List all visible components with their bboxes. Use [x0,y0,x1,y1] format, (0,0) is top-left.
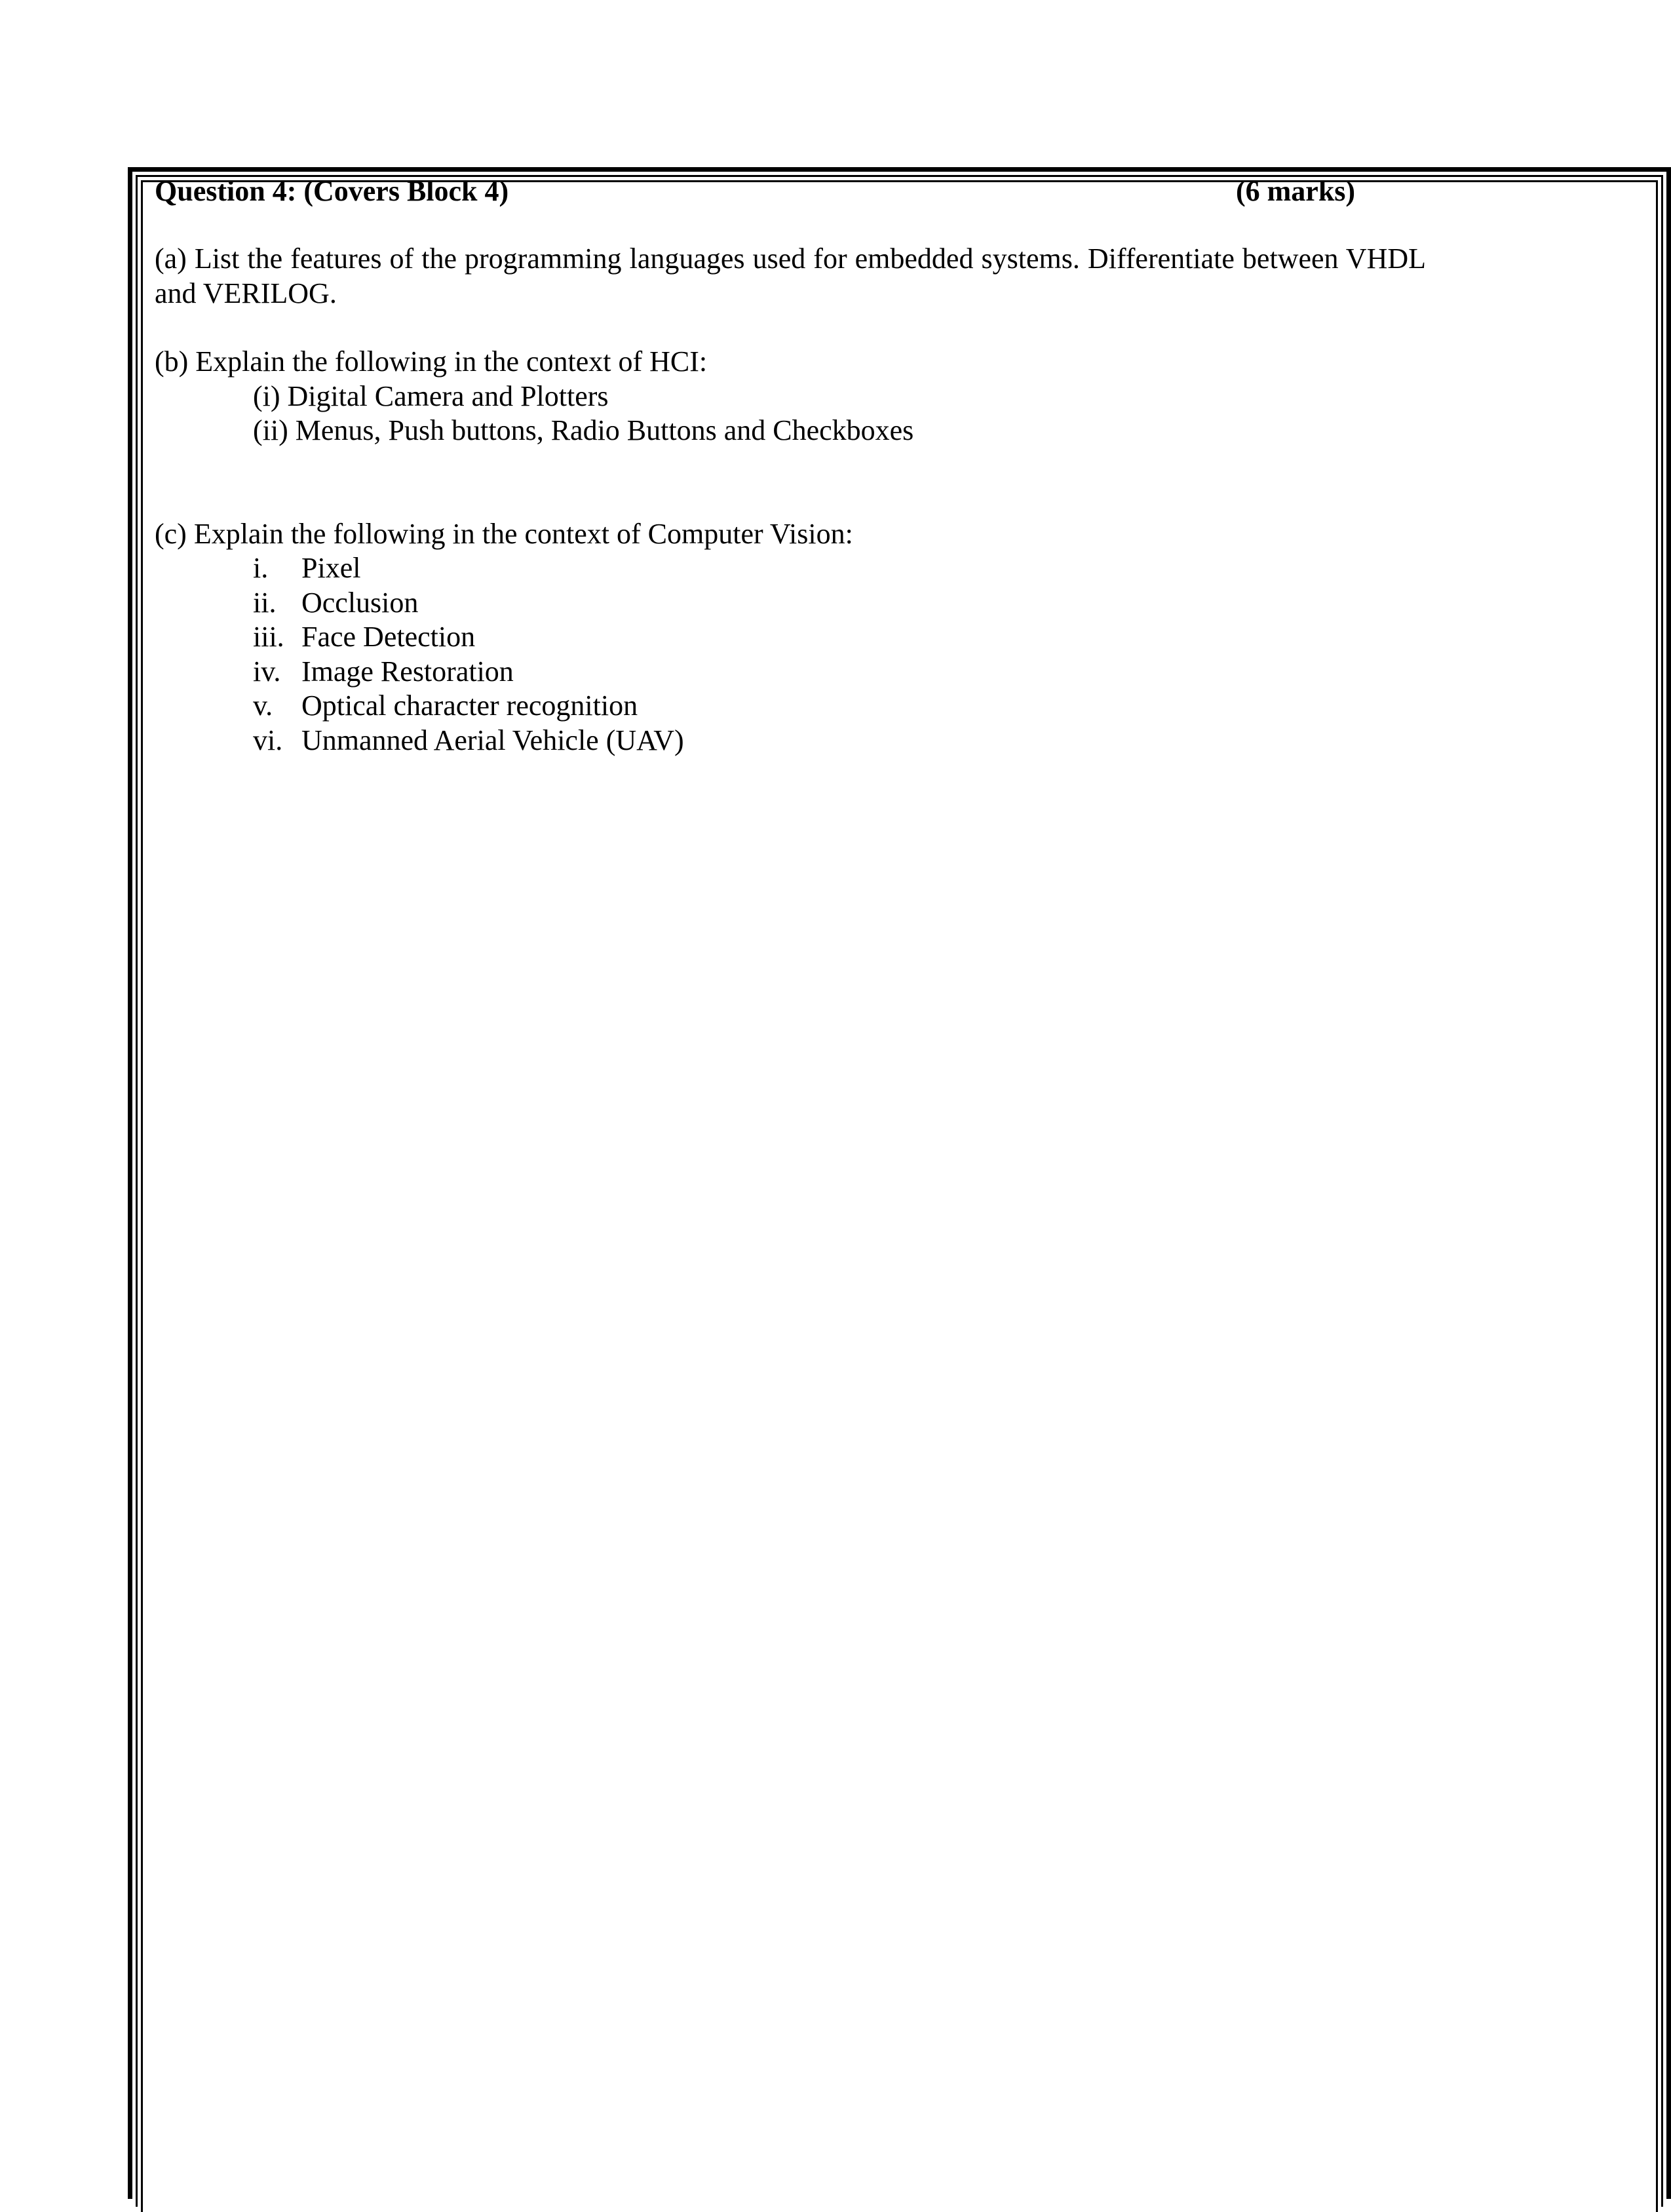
part-c [155,517,1426,758]
list-item-text: Occlusion [301,586,419,619]
list-item [155,724,1426,758]
list-item-number: i. [253,552,269,584]
part-b [155,345,1426,448]
list-item-number: iii. [253,621,284,653]
question-header [155,174,1426,208]
list-item-text: Unmanned Aerial Vehicle (UAV) [301,724,684,756]
part-b-intro: (b) Explain the following in the context of HCI: [155,345,708,378]
part-a-text: (a) List the features of the programming languages used for embedded systems. Differentiate between VHDL and VERILOG. [155,243,1426,309]
list-item-text: Optical character recognition [301,689,638,722]
question-content [155,174,1426,758]
list-item-text: Face Detection [301,621,476,653]
list-item [155,620,1426,655]
list-item-number: v. [253,689,273,722]
part-c-intro: (c) Explain the following in the context of Computer Vision: [155,517,853,550]
list-item-number: iv. [253,655,281,688]
list-item [155,689,1426,724]
part-b-item: (i) Digital Camera and Plotters [253,379,609,412]
list-item-text: Image Restoration [301,655,514,688]
question-marks: (6 marks) [1236,175,1356,207]
list-item-text: Pixel [301,552,361,584]
list-item-number: vi. [253,724,283,756]
list-item [155,551,1426,586]
list-item [155,586,1426,621]
question-title: Question 4: (Covers Block 4) [155,175,509,207]
list-item [155,655,1426,689]
part-c-list [155,551,1426,758]
part-b-item: (ii) Menus, Push buttons, Radio Buttons and Checkboxes [253,414,914,446]
list-item-number: ii. [253,586,277,619]
